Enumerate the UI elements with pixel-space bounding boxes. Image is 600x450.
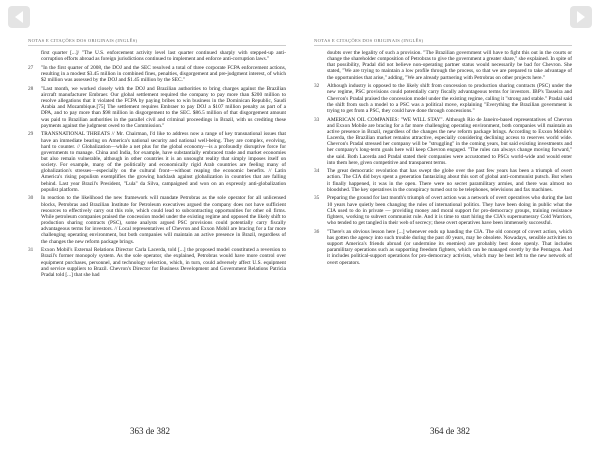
note-text: The great democratic revolution that has swept the globe over the past few years has been a triumph of overt action. The CIA did boys spent a generation fantasizing about this sort of global anti-communist putsch. But when it finally happened, it was in the open. There were no secret paramilitary armies, and there was almost no bloodshed. The key operatives in the conspiracy turned out to be telephones, televisions and fax machines. [327,168,572,193]
note-number: 30 [28,195,34,202]
running-head: NOTAS E CITAÇÕES DOS ORIGINAIS (INGLÊS) [314,38,572,46]
note-text: TRANSNATIONAL THREATS // Mr. Chairman, I'd like to address now a range of key transnational issues that have an immediate bearing on America's national security and national well-being. They are complex, evolving, hard to counter. // Globalization—while a net plus for the global economy—is a profoundly disruptive force for governments to manage. China and India, for example, have substantially embraced trade and market economies but also remain vulnerable, although in other countries it is an unsought reality that simply imposes itself on society. For example, many of the politically and economically rigid Arab countries are feeling many of globalization's stresses—especially on the cultural front—without reaping the economic benefits. // Latin America's rising populism exemplifies the growing backlash against globalization in countries that are falling behind. Last year Brazil's President, "Lula" da Silva, campaigned and won on an expressly anti-globalization populist platform. [41,131,286,193]
note-text: Preparing the ground for last month's triumph of overt action was a network of overt operatives who during the last 10 years have quietly been changing the rules of international politics. They have been doing in public what the CIA used to do in private — providing money and moral support for pro-democracy groups, training resistance fighters, working to subvert communist rule. And it is time to start hiring the CIA's supernumerary Cold Warriors, who tended to get tangled in their web of secrecy; these overt operatives have been immensely successful. [327,195,572,227]
page-body [28,50,286,414]
chevron-left-icon [15,11,23,23]
note-number: 35 [314,195,320,202]
paragraph [28,247,286,278]
right-page [300,0,600,450]
note-text: doubts over the legality of such a provision. "The Brazilian government will have to fight this out in the courts or change the shareholder composition of Petrobras to give the government a greater share," she explained. In spite of that possibility, Pradal did not believe non-operating partner status would necessarily be bad for Chevron. She stated, "We are trying to maintain a low profile through the process, so that we are prepared to take advantage of the opportunities that arise," adding, "We are already partnering with Petrobras on other projects here." [327,50,572,81]
note-text: first quarter [...]/ "The U.S. enforcement activity level last quarter continued sharply with stepped-up anti-corruption efforts abroad as foreign jurisdictions continued to implement and enforce anti-corruption laws." [41,50,286,63]
note-number: 27 [28,64,34,71]
note-number: 29 [28,131,34,138]
paragraph [28,86,286,129]
paragraph [314,50,572,81]
note-number: 28 [28,85,34,92]
paragraph [314,195,572,226]
chevron-right-icon [577,11,585,23]
paragraph [28,195,286,244]
note-text: In reaction to the likelihood the new framework will mandate Petrobras as the sole operator for all unlicensed blocks, Petrobras and Brazilian Institute for Petroleum executives argued the company does not have sufficient resources to effectively carry out this role, which could lead to subcontracting opportunities for other oil firms. While petroleum companies praised the concession model under the existing regime and opposed the likely shift to production sharing contracts (PSC), some analysts argued PSC provisions could potentially carry fiscally advantageous terms for investors. // Local representatives of Chevron and Exxon Mobil are bracing for a far more challenging operating environment, but both companies will maintain an active presence in Brazil, regardless of the changes the new reform package brings. [41,195,286,245]
note-number: 33 [314,116,320,123]
next-page-button[interactable] [570,6,592,28]
note-text: "Last month, we worked closely with the DOJ and Brazilian authorities to bring charges against the Brazilian aircraft manufacturer Embraer. Our global settlement required the company to pay more than $200 million to resolve allegations that it violated the FCPA by paying bribes to win business in the Dominican Republic, Saudi Arabia and Mozambique.[75] The settlement requires Embraer to pay DOJ a $107 million penalty as part of a DPA, and to pay more than $98 million in disgorgement to the SEC. $86.5 million of that disgorgement amount was paid to Brazilian authorities in the parallel civil and criminal proceedings in Brazil, with us crediting these payments against the judgment owed to the Commission." [41,85,286,129]
previous-page-button[interactable] [8,6,30,28]
note-number: 31 [28,247,34,254]
page-number: 363 de 382 [130,426,170,436]
note-text: "In the first quarter of 2008, the DOJ and the SEC resolved a total of three corporate FCPA enforcement actions, resulting in a modest $3.45 million in combined fines, penalties, disgorgement and pre-judgment interest, of which $2 million was assessed by the DOJ and $1.45 million by the SEC." [41,64,286,84]
running-head: NOTAS E CITAÇÕES DOS ORIGINAIS (INGLÊS) [28,38,286,46]
note-text: AMERICAN OIL COMPANIES: "WE WILL STAY". Although Rio de Janeiro-based representatives of Chevron and Exxon Mobile are bracing for a far more challenging operating environment, both companies will maintain an active presence in Brazil, regardless of the changes the new reform package brings. According to Exxon Mobile's Lacerda, the Brazilian market remains attractive, especially considering declining access to reserves world wide. Chevron's Pradal stressed her company will be "struggling" in the coming years, but said existing investments and her company's long-term goals here will keep Chevron engaged. "The rules can always change moving forward," she said. Both Lacerda and Pradal stated their companies were accustomed to PSCs world-wide and would enter into them here, given competitive and transparent terms. [327,116,572,166]
note-number [28,50,41,62]
page-number: 364 de 382 [430,426,470,436]
paragraph [28,50,286,62]
paragraph [314,168,572,193]
note-number: 36 [314,228,320,235]
note-text: Exxon Mobil's External Relations Director Carla Lacerda, told [...] the proposed model constituted a reversion to Brazil's former monopoly system. As the sole operator, she explained, Petrobras would have more control over equipment purchases, personnel, and technology selection, which, in turn, could adversely affect U.S. equipment and service suppliers to Brazil. Chevron's Director for Business Development and Government Relations Patricia Pradal told [...] that she had [41,247,286,278]
note-number [314,50,327,81]
paragraph [28,131,286,193]
paragraph [314,229,572,266]
note-number: 32 [314,83,320,90]
page-body [314,50,572,414]
paragraph [28,65,286,83]
note-text: "There's an obvious lesson here [...] whenever ends up handing the CIA. The old concept of covert action, which has gotten the agency into such trouble during the past 40 years, may be obsolete. Nowadays, sensible activities to support America's friends abroad (or undermine its enemies) are probably best done openly. That includes paramilitary operations such as supporting freedom fighters, which can be managed overtly by the Pentagon. And it includes political-support operations for pro-democracy activists, which may be best left to the new network of overt operators. [327,228,572,266]
note-number: 34 [314,168,320,175]
paragraph [314,117,572,166]
paragraph [314,83,572,114]
note-text: Although industry is opposed to the likely shift from concession to production sharing contracts (PSC) under the new regime, PSC provisions could potentially carry fiscally advantageous terms for investors. IBP's Tasseira and Chevron's Pradal praised the concession model under the existing regime, calling it "strong and stable." Pradal said the shift from such a model to a PSC was a political move, explaining "Everything the Brazilian government is trying to get from a PSC, they could have done through concessions." [327,83,572,114]
